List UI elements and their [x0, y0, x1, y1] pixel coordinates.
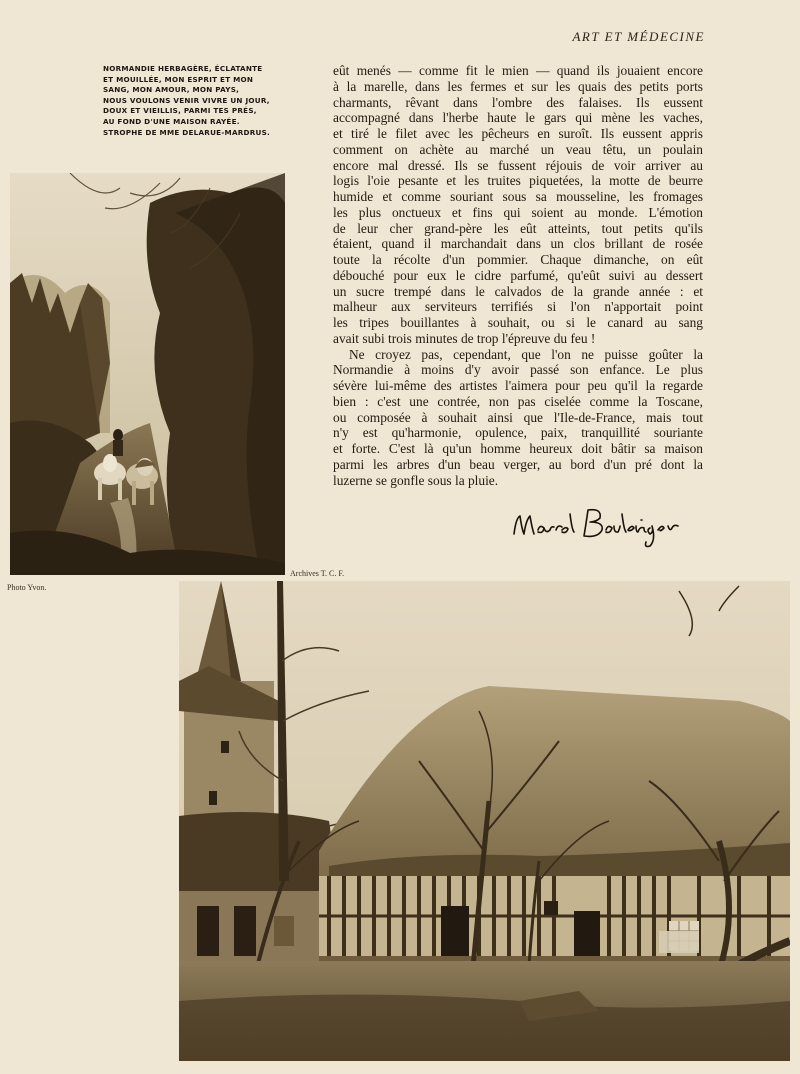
text-line: sévère lui-même des artistes l'aimera pour peu qu'il la regarde	[333, 378, 703, 393]
text-line: toute la récolte d'un pommier. Chaque dimanche, on eût	[333, 252, 703, 267]
text-line: Normandie à moins d'y avoir passé son enfance. Le plus	[333, 362, 703, 378]
text-line: accompagné dans l'herbe haute le gars qui mène les vaches,	[333, 110, 703, 126]
text-line: ou composée à souhait ainsi que l'Ile-de-France, mais tout	[333, 409, 703, 425]
photo-thatched-farmhouse	[179, 581, 790, 1061]
photo-credit-archives: Archives T. C. F.	[290, 569, 345, 578]
article-body	[333, 63, 703, 488]
text-line: encore mal dressé. Ils se fussent réjouis de voir arriver au	[333, 157, 703, 173]
epigraph-line: NOUS VOULONS VENIR VIVRE UN JOUR,	[103, 95, 270, 105]
photo-country-lane-cows	[10, 173, 285, 575]
text-line: charmants, rêvant dans l'ombre des falaises. Ils eussent	[333, 94, 703, 110]
text-line: les tripes bouillantes à souhait, ou si le canard au sang	[333, 315, 703, 330]
text-line: eût menés — comme fit le mien — quand ils jouaient encore	[333, 63, 703, 78]
text-line: Ne croyez pas, cependant, que l'on ne puisse goûter la	[349, 346, 703, 362]
text-line: un sucre trempé dans le calvados de la grande année : et	[333, 283, 703, 299]
text-line: parmi les arbres d'un beau verger, au bord d'un pré dont la	[333, 456, 703, 472]
text-line: et tiré le filet avec les pêcheurs en suroît. Ils eussent appris	[333, 126, 703, 141]
text-line: débouché pour eux le cidre parfumé, qu'eût suivi au dessert	[333, 267, 703, 283]
text-line: humide et comme souriant sous sa mousseline, les fromages	[333, 189, 703, 204]
text-line: luzerne se gonfle sous la pluie.	[333, 472, 499, 488]
text-line: avait subi trois minutes de trop l'épreuve du feu !	[333, 330, 596, 346]
epigraph-line: SANG, MON AMOUR, MON PAYS,	[103, 85, 240, 95]
paragraph-2	[333, 347, 703, 489]
text-line: logis l'oie pesante et les truites piquetées, la motte de beurre	[333, 173, 703, 189]
text-line: comment on achète au marché un veau têtu, un poulain	[333, 141, 703, 157]
text-line: malheur aux serviteurs terrifiés si l'on n'apportait point	[333, 299, 703, 315]
text-line: et forte. C'est là qu'un homme heureux doit bâtir sa maison	[333, 441, 703, 456]
epigraph-line: ET MOUILLÉE, MON ESPRIT ET MON	[103, 74, 254, 84]
text-line: n'y est qu'harmonie, opulence, paix, tranquillité souriante	[333, 425, 703, 441]
text-line: bien : c'est une contrée, non pas ciselée comme la Toscane,	[333, 393, 703, 409]
photo-credit-yvon: Photo Yvon.	[7, 583, 47, 592]
epigraph-line: DOUX ET VIEILLIS, PARMI TES PRÉS,	[103, 106, 257, 116]
text-line: étaient, quand il marchandait dans un clos brillant de rosée	[333, 236, 703, 252]
text-line: les plus onctueux et fins qui soient au monde. L'émotion	[333, 204, 703, 220]
text-line: de leur cher grand-père les eût atteints, tout petits qu'ils	[333, 220, 703, 236]
paragraph-1	[333, 63, 703, 347]
text-line: à la marelle, dans les fermes et sur les quais des petits ports	[333, 78, 703, 94]
epigraph	[103, 64, 285, 138]
epigraph-line: AU FOND D'UNE MAISON RAYÉE.	[103, 116, 240, 126]
running-head: ART ET MÉDECINE	[572, 29, 705, 44]
epigraph-line: NORMANDIE HERBAGÈRE, ÉCLATANTE	[103, 64, 263, 73]
author-signature	[510, 500, 695, 552]
epigraph-attribution: STROPHE DE MME DELARUE-MARDRUS.	[103, 127, 271, 137]
